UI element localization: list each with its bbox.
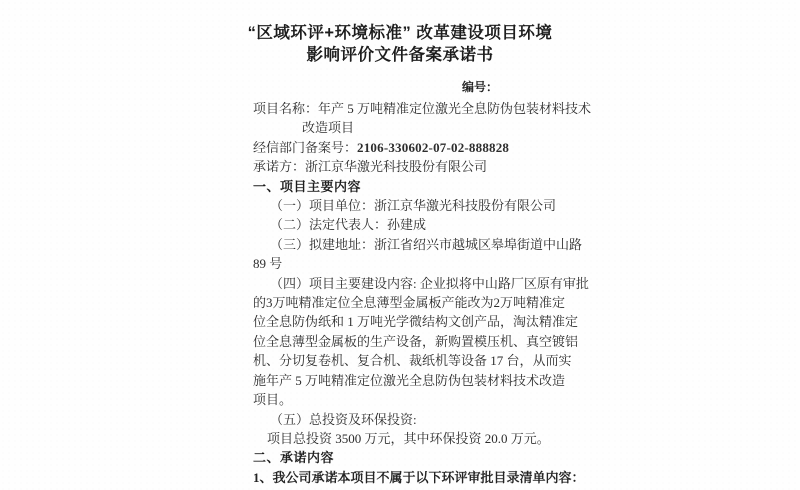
document-title: [0, 23, 800, 66]
section2-item1-commitment: 1、我公司承诺本项目不属于以下环评审批目录清单内容：: [253, 469, 585, 485]
document-title-line1: “区域环评+环境标准” 改革建设项目环境: [247, 24, 553, 42]
section1-item4-construction-line4: 位全息薄型金属板的生产设备，新购置模压机、真空镀铝: [253, 333, 579, 349]
section1-item1-project-unit: （一）项目单位：浙江京华激光科技股份有限公司: [270, 198, 557, 214]
document-body: [253, 99, 592, 487]
section1-item3-address-line1: （三）拟建地址：浙江省绍兴市越城区皋埠街道中山路: [270, 236, 583, 252]
project-name-line2: 改造项目: [302, 120, 355, 136]
section1-item4-construction-line1: （四）项目主要建设内容: 企业拟将中山路厂区原有审批: [270, 275, 589, 291]
section1-heading: 一、项目主要内容: [253, 178, 362, 194]
section1-item5-investment-value: 项目总投资 3500 万元，其中环保投资 20.0 万元。: [267, 430, 550, 446]
section1-item5-investment-heading: （五）总投资及环保投资:: [270, 411, 417, 427]
section2-heading: 二、承诺内容: [253, 450, 335, 466]
section1-item3-address-line2: 89 号: [253, 256, 283, 272]
section1-item4-construction-line3: 位全息防伪纸和 1 万吨光学微结构文创产品，淘汰精准定: [253, 314, 579, 330]
section1-item4-construction-line2: 的3万吨精准定位全息薄型金属板产能改为2万吨精准定: [253, 295, 566, 311]
section1-item4-construction-line6: 施年产 5 万吨精准定位激光全息防伪包装材料技术改造: [253, 372, 566, 388]
promisor-line: 承诺方：浙江京华激光科技股份有限公司: [253, 159, 488, 175]
section1-item4-construction-line5: 机、分切复卷机、复合机、裁纸机等设备 17 台，从而实: [253, 353, 572, 369]
document-title-line2: 影响评价文件备案承诺书: [306, 45, 494, 64]
serial-number-label: 编号：: [462, 80, 499, 94]
project-name-line1: 项目名称：年产 5 万吨精准定位激光全息防伪包装材料技术: [253, 101, 592, 116]
record-number-label: 经信部门备案号：: [253, 139, 358, 155]
record-number-value: 2106-330602-07-02-888828: [357, 139, 510, 155]
section1-item2-legal-representative: （二）法定代表人：孙建成: [270, 217, 427, 233]
record-number-line: [253, 138, 575, 157]
section1-item4-construction-line7: 项目。: [253, 392, 293, 408]
